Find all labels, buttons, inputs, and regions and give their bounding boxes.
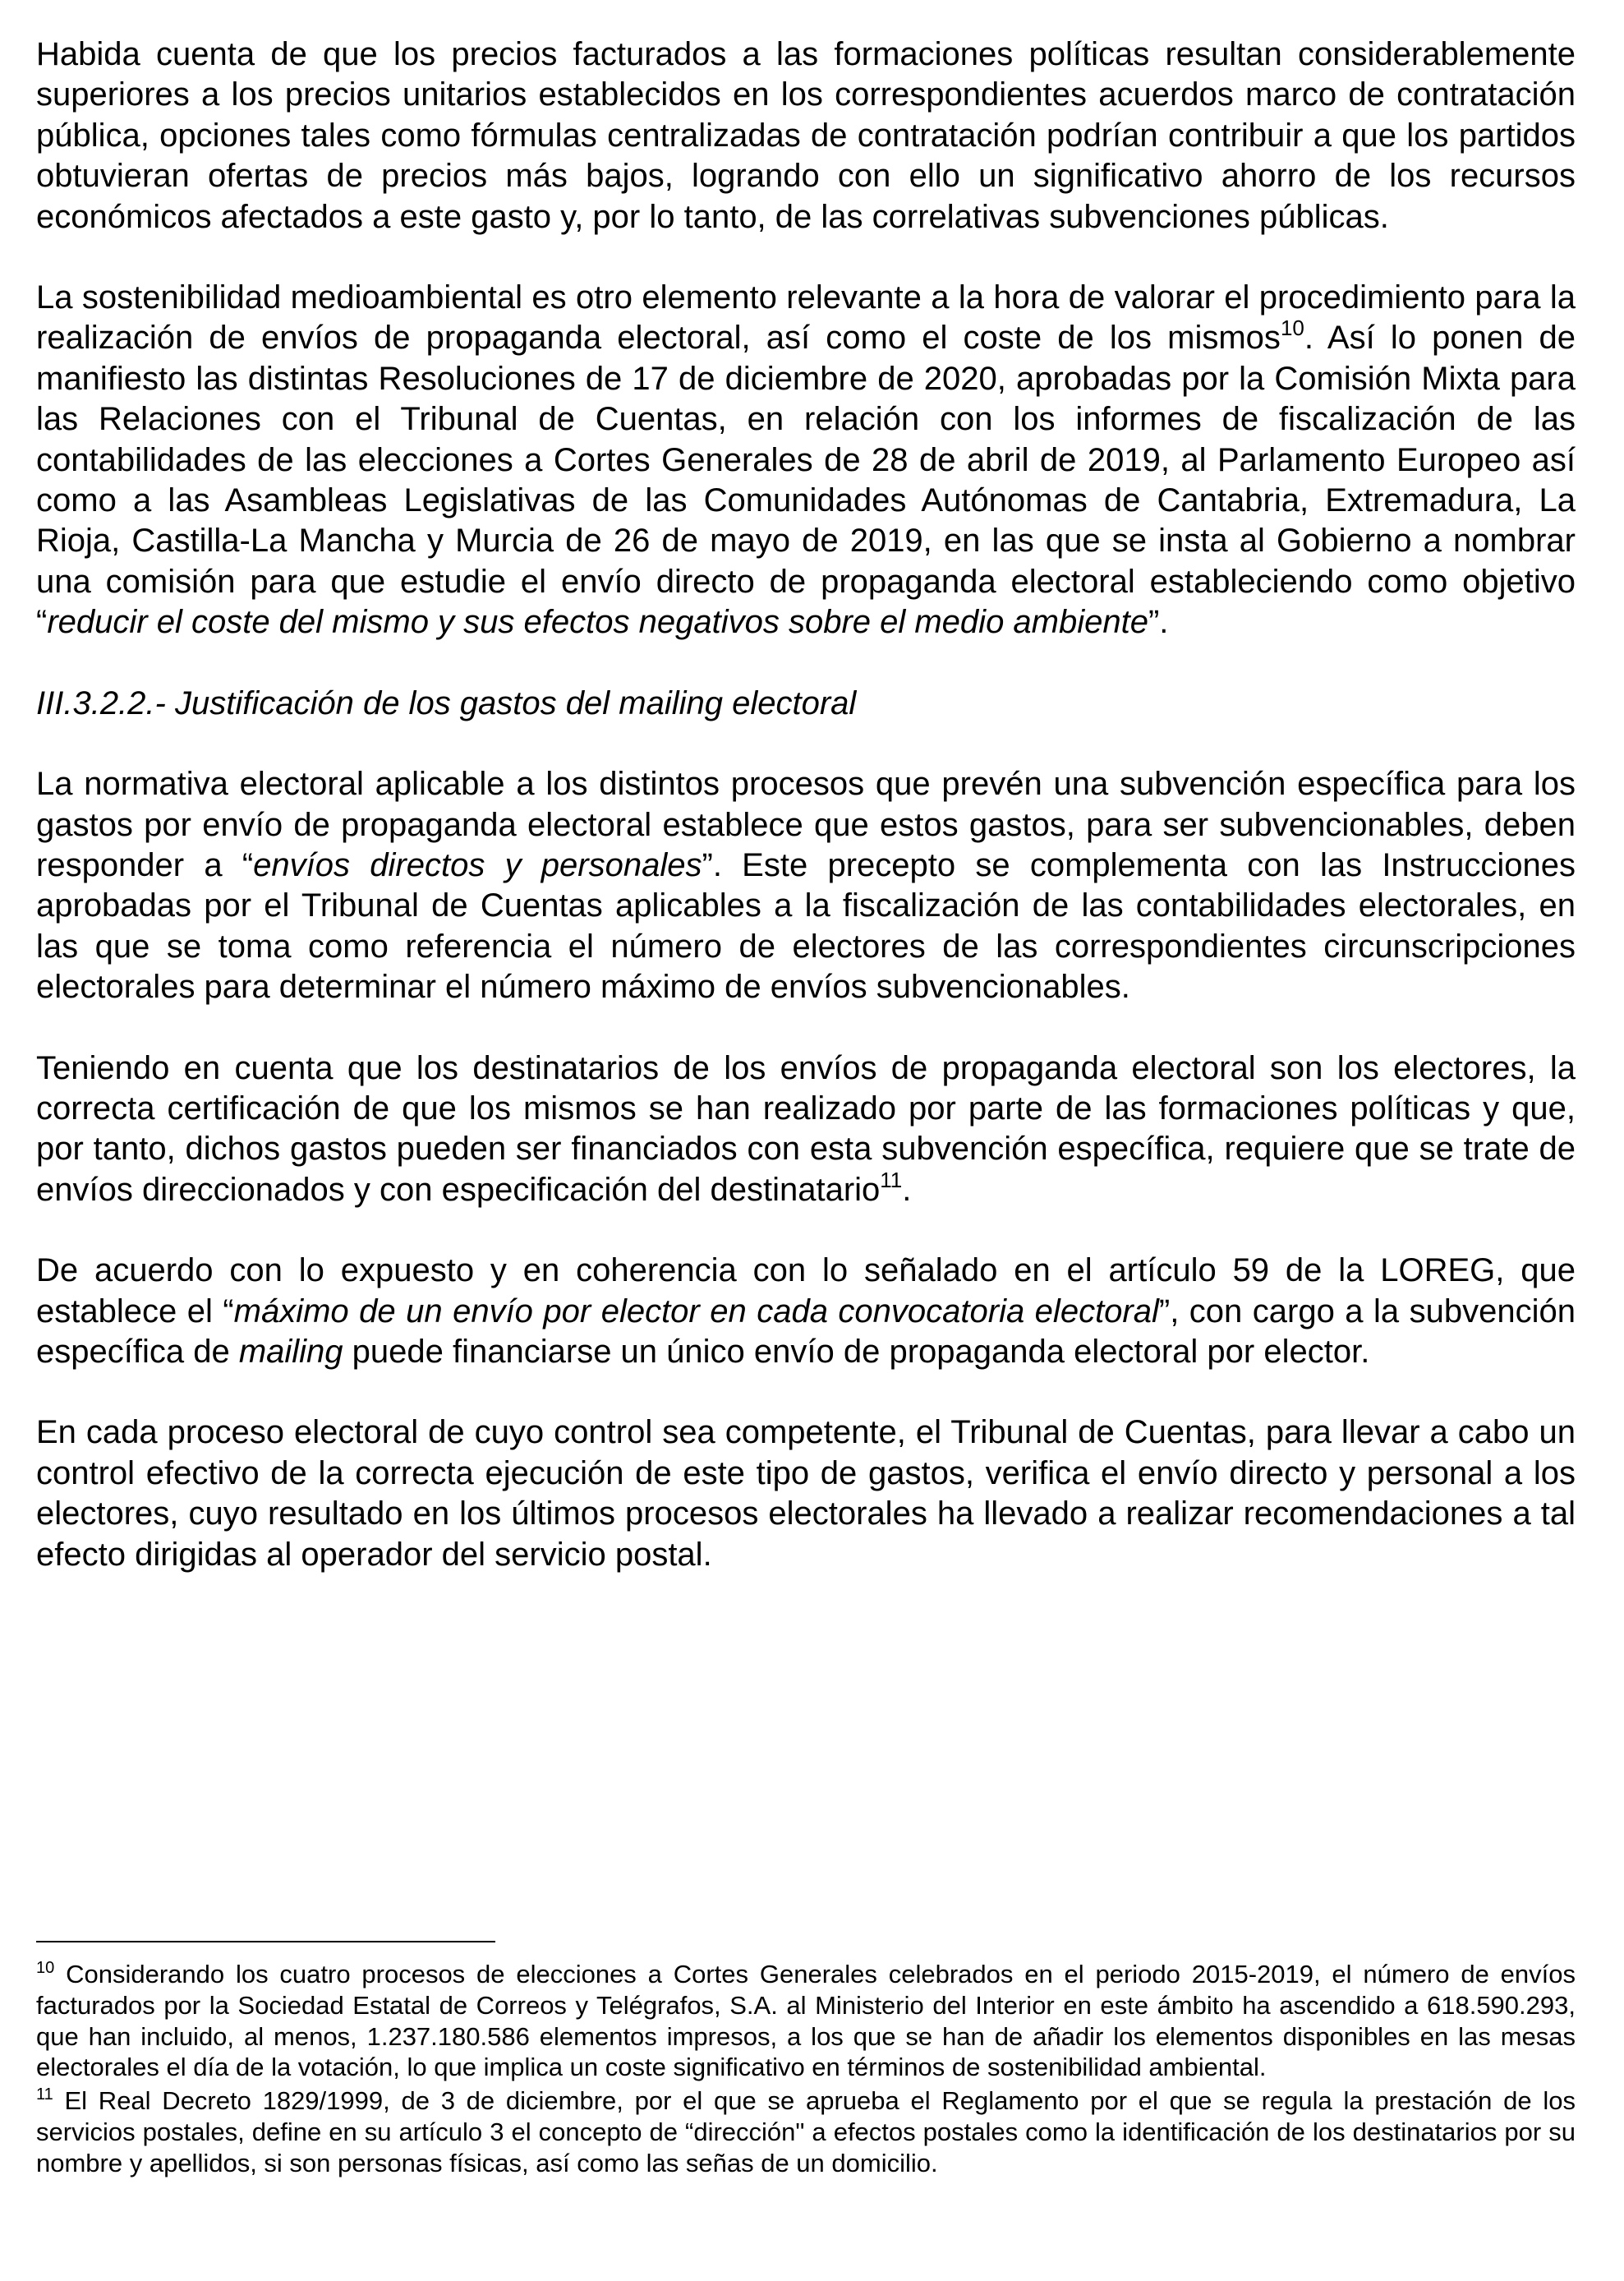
footnote-text: El Real Decreto 1829/1999, de 3 de diciembre, por el que se aprueba el Reglamento por el que se regula la prestación de los servicios postales, define en su artículo 3 el concepto de “dirección" a efectos postales como la identificación de los destinatarios por su nombre y apellidos, si son personas físicas, así como las señas de un domicilio. bbox=[36, 2086, 1576, 2177]
paragraph-text: La normativa electoral aplicable a los distintos procesos que prevén una subvención específica para los gastos por envío de propaganda electoral establece que estos gastos, para ser subvencionables, deben responder a “ bbox=[36, 766, 1576, 883]
quoted-text: envíos directos y personales bbox=[253, 846, 702, 883]
paragraph-text: De acuerdo con lo expuesto y en coherencia con lo señalado en el artículo 59 de la LOREG, que establece el “ bbox=[36, 1252, 1576, 1329]
paragraph-text: . Así lo ponen de manifiesto las distintas Resoluciones de 17 de diciembre de 2020, aprobadas por la Comisión Mixta para las Relaciones con el Tribunal de Cuentas, en relación con los informes de fiscalización de las contabilidades de las elecciones a Cortes Generales de 28 de abril de 2019, al Parlamento Europeo así como a las Asambleas Legislativas de las Comunidades Autónomas de Cantabria, Extremadura, La Rioja, Castilla-La Mancha y Murcia de 26 de mayo de 2019, en las que se insta al Gobierno a nombrar una comisión para que estudie el envío directo de propaganda electoral estableciendo como objetivo “ bbox=[36, 320, 1576, 641]
quoted-text: máximo de un envío por elector en cada convocatoria electoral bbox=[233, 1293, 1159, 1329]
paragraph-text: puede financiarse un único envío de propaganda electoral por elector. bbox=[343, 1333, 1370, 1370]
paragraph-recipients bbox=[36, 1048, 1576, 1211]
footnote-number: 11 bbox=[36, 2085, 53, 2104]
paragraph-sustainability bbox=[36, 278, 1576, 643]
paragraph-loreg bbox=[36, 1251, 1576, 1372]
paragraph-text: En cada proceso electoral de cuyo control sea competente, el Tribunal de Cuentas, para llevar a cabo un control efectivo de la correcta ejecución de este tipo de gastos, verifica el envío directo y personal a los electores, cuyo resultado en los últimos procesos electorales ha llevado a realizar recomendaciones a tal efecto dirigidas al operador del servicio postal. bbox=[36, 1414, 1576, 1573]
footnote-text: Considerando los cuatro procesos de elecciones a Cortes Generales celebrados en el periodo 2015-2019, el número de envíos facturados por la Sociedad Estatal de Correos y Telégrafos, S.A. al Ministerio del Interior en este ámbito ha ascendido a 618.590.293, que han incluido, al menos, 1.237.180.586 elementos impresos, a los que se han de añadir los elementos disponibles en las mesas electorales el día de la votación, lo que implica un coste significativo en términos de sostenibilidad ambiental. bbox=[36, 1960, 1576, 2082]
paragraph-text: ”. bbox=[1148, 604, 1169, 641]
footnotes bbox=[36, 1959, 1576, 2179]
paragraph-text: La sostenibilidad medioambiental es otro elemento relevante a la hora de valorar el procedimiento para la realización de envíos de propaganda electoral, así como el coste de los mismos bbox=[36, 279, 1576, 357]
paragraph-text: Habida cuenta de que los precios facturados a las formaciones políticas resultan considerablemente superiores a los precios unitarios establecidos en los correspondientes acuerdos marco de contratación pública, opciones tales como fórmulas centralizadas de contratación podrían contribuir a que los partidos obtuvieran ofertas de precios más bajos, logrando con ello un significativo ahorro de los recursos económicos afectados a este gasto y, por lo tanto, de las correlativas subvenciones públicas. bbox=[36, 36, 1576, 235]
paragraph-regulation bbox=[36, 764, 1576, 1007]
footnote-separator bbox=[36, 1941, 495, 1942]
paragraph-control bbox=[36, 1412, 1576, 1575]
paragraph-text: Teniendo en cuenta que los destinatarios de los envíos de propaganda electoral son los electores, la correcta certificación de que los mismos se han realizado por parte de las formaciones políticas y que, por tanto, dichos gastos pueden ser financiados con esta subvención específica, requiere que se trate de envíos direccionados y con especificación del destinatario bbox=[36, 1049, 1576, 1208]
paragraph-pricing bbox=[36, 35, 1576, 237]
footnote-ref-10[interactable]: 10 bbox=[1280, 316, 1304, 341]
paragraph-text: ”. Este precepto se complementa con las Instrucciones aprobadas por el Tribunal de Cuentas aplicables a la fiscalización de las contabilidades electorales, en las que se toma como referencia el número de electores de las correspondientes circunscripciones electorales para determinar el número máximo de envíos subvencionables. bbox=[36, 846, 1576, 1006]
quoted-text: reducir el coste del mismo y sus efectos negativos sobre el medio ambiente bbox=[47, 604, 1148, 641]
section-heading: III.3.2.2.- Justificación de los gastos del mailing electoral bbox=[36, 684, 857, 721]
footnote-number: 10 bbox=[36, 1959, 55, 1977]
document-body bbox=[36, 35, 1576, 1575]
footnote-11 bbox=[36, 2085, 1576, 2178]
paragraph-text: ”, con cargo a la subvención específica de bbox=[36, 1293, 1576, 1370]
paragraph-text: . bbox=[902, 1171, 912, 1208]
footnote-ref-11[interactable]: 11 bbox=[880, 1167, 903, 1192]
italic-term: mailing bbox=[238, 1333, 343, 1370]
footnote-10 bbox=[36, 1959, 1576, 2083]
